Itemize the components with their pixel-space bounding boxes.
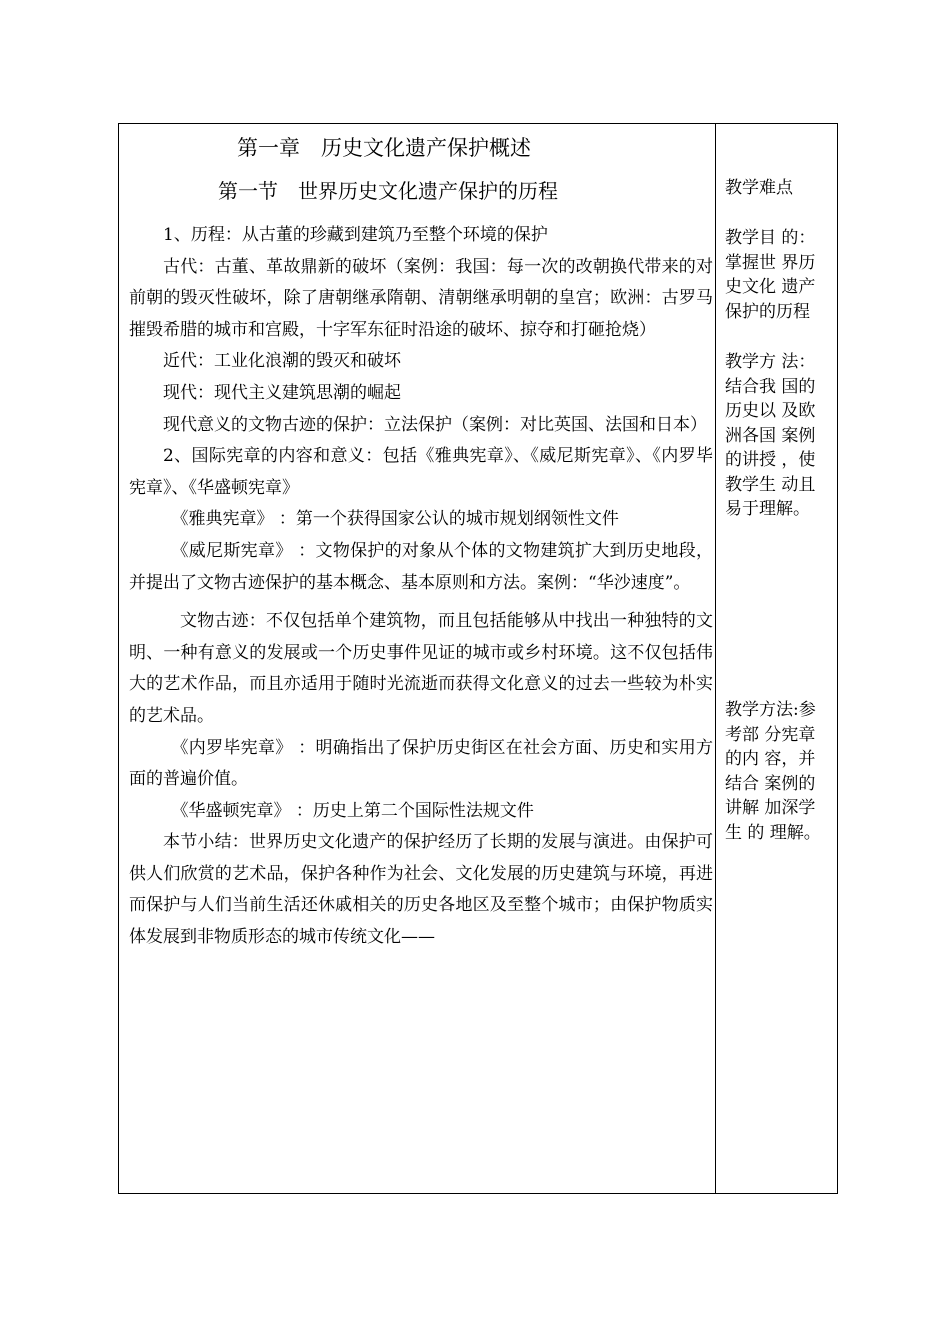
- column-divider: [715, 124, 716, 1193]
- sidebar-method-charters: 教学方法:参考部 分宪章的内 容，并结合 案例的讲解 加深学 生 的 理解。: [725, 700, 821, 843]
- sidebar-method: 教学方 法：结合我 国的历史以 及欧洲各国 案例的讲授 ，使教学生 动且易于理解。: [725, 352, 816, 519]
- paragraph-ancient: 古代：古董、革故鼎新的破坏（案例：我国：每一次的改朝换代带来的对前朝的毁灭性破坏，除了唐朝继承隋朝、清朝继承明朝的皇宫；欧洲：古罗马摧毁希腊的城市和宫殿，十字军东征时沿途的破坏、掠夺和打砸抢烧）: [129, 256, 713, 340]
- sidebar-difficulty: 教学难点: [725, 178, 793, 198]
- paragraph-athens-charter: 《雅典宪章》 ：第一个获得国家公认的城市规划纲领性文件: [171, 509, 619, 530]
- main-content: [129, 128, 713, 954]
- section-title: 第一节 世界历史文化遗产保护的历程: [218, 179, 558, 203]
- paragraph-washington-charter: 《华盛顿宪章》 ：历史上第二个国际性法规文件: [171, 800, 534, 821]
- paragraph-venice-charter: 《威尼斯宪章》 ：文物保护的对象从个体的文物建筑扩大到历史地段，并提出了文物古迹保护的基本概念、基本原则和方法。案例：“华沙速度”。: [129, 540, 713, 593]
- chapter-title: 第一章 历史文化遗产保护概述: [237, 136, 531, 160]
- lesson-table: [118, 123, 838, 1194]
- paragraph-monuments: 文物古迹：不仅包括单个建筑物，而且包括能够从中找出一种独特的文明、一种有意义的发展或一个历史事件见证的城市或乡村环境。这不仅包括伟大的艺术作品，而且亦适用于随时光流逝而获得文化意义的过去一些较为朴实的艺术品。: [129, 611, 713, 726]
- paragraph-summary: 本节小结：世界历史文化遗产的保护经历了长期的发展与演进。由保护可供人们欣赏的艺术品，保护各种作为社会、文化发展的历史建筑与环境，再进而保护与人们当前生活还休戚相关的历史各地区及至整个城市；由保护物质实体发展到非物质形态的城市传统文化——: [129, 832, 713, 948]
- paragraph-modern-early: 近代：工业化浪潮的毁灭和破坏: [163, 351, 401, 372]
- paragraph-modern: 现代：现代主义建筑思潮的崛起: [163, 382, 401, 403]
- paragraph-charters: 2、国际宪章的内容和意义：包括《雅典宪章》、《威尼斯宪章》、《内罗毕宪章》、《华盛顿宪章》: [129, 446, 713, 498]
- sidebar-goal: 教学目 的：掌握世 界历史文化 遗产保护的历程: [725, 228, 816, 322]
- paragraph-nairobi-charter: 《内罗毕宪章》 ：明确指出了保护历史街区在社会方面、历史和实用方面的普遍价值。: [129, 737, 713, 790]
- paragraph-legislation: 现代意义的文物古迹的保护：立法保护（案例：对比英国、法国和日本）: [163, 414, 707, 435]
- paragraph-history: 1、历程：从古董的珍藏到建筑乃至整个环境的保护: [163, 225, 548, 245]
